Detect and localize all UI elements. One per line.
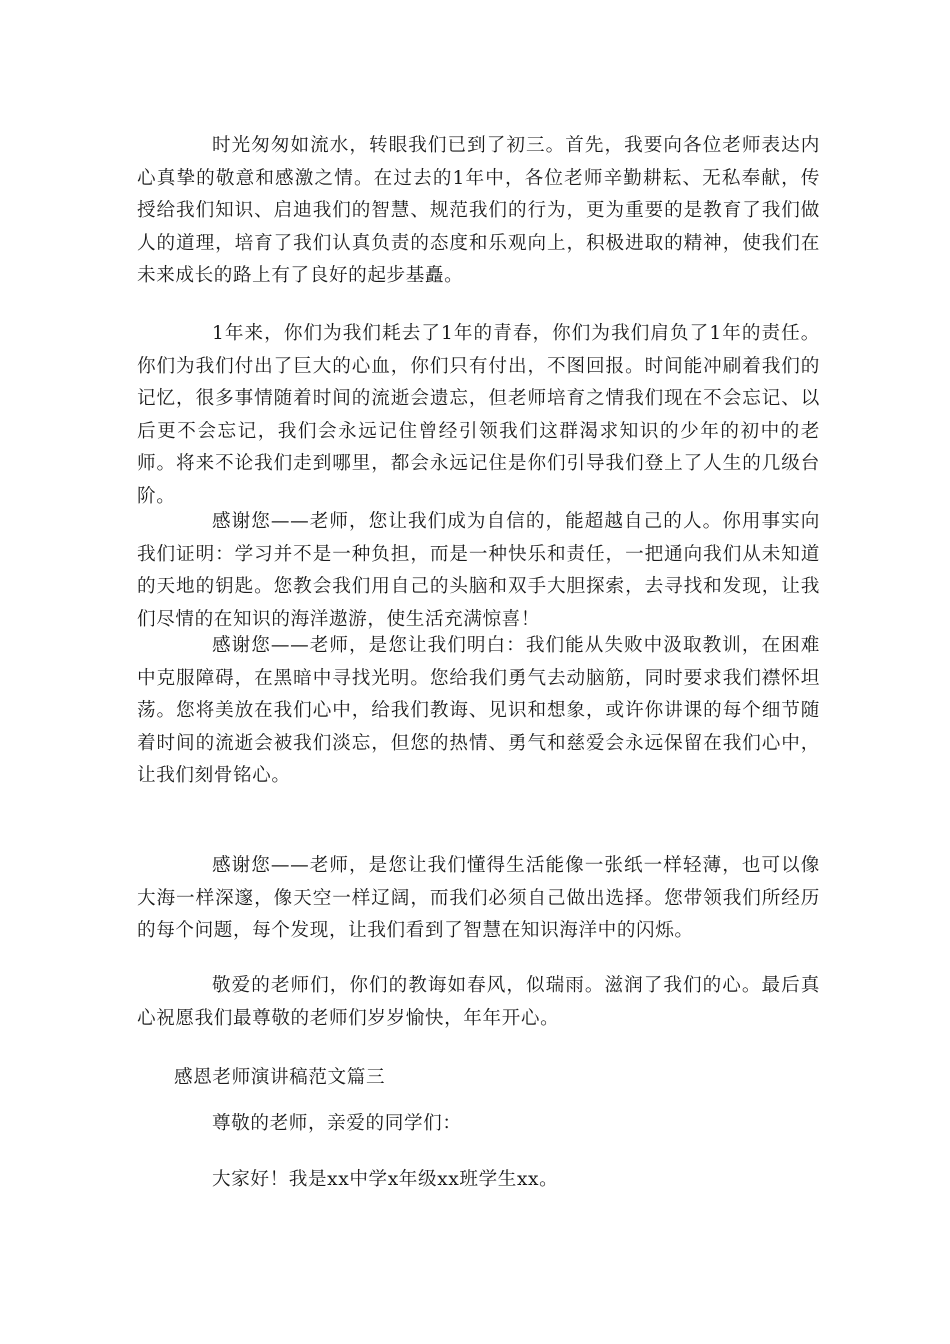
paragraph-3: 感谢您——老师，您让我们成为自信的，能超越自己的人。你用事实向我们证明：学习并不是一种负担，而是一种快乐和责任，一把通向我们从未知道的天地的钥匙。您教会我们用自己的头脑和双手大胆探索，去寻找和发现，让我们尽情的在知识的海洋遨游，使生活充满惊喜！	[137, 511, 820, 630]
paragraph-5: 感谢您——老师，是您让我们懂得生活能像一张纸一样轻薄，也可以像大海一样深邃，像天空一样辽阔，而我们必须自己做出选择。您带领我们所经历的每个问题，每个发现，让我们看到了智慧在知识海洋中的闪烁。	[137, 855, 820, 941]
greeting: 大家好！我是xx中学x年级xx班学生xx。	[212, 1169, 559, 1190]
paragraph-1: 时光匆匆如流水，转眼我们已到了初三。首先，我要向各位老师表达内心真挚的敬意和感激之情。在过去的1年中，各位老师辛勤耕耘、无私奉献，传授给我们知识、启迪我们的智慧、规范我们的行为，更为重要的是教育了我们做人的道理，培育了我们认真负责的态度和乐观向上，积极进取的精神，使我们在未来成长的路上有了良好的起步基矗。	[137, 135, 820, 286]
paragraph-2: 1年来，你们为我们耗去了1年的青春，你们为我们肩负了1年的责任。你们为我们付出了巨大的心血，你们只有付出，不图回报。时间能冲刷着我们的记忆，很多事情随着时间的流逝会遗忘，但老师培育之情我们现在不会忘记、以后更不会忘记，我们会永远记住曾经引领我们这群渴求知识的少年的初中的老师。将来不论我们走到哪里，都会永远记住是你们引导我们登上了人生的几级台阶。	[137, 323, 820, 507]
section-heading: 感恩老师演讲稿范文篇三	[174, 1067, 386, 1088]
paragraph-4: 感谢您——老师，是您让我们明白：我们能从失败中汲取教训，在困难中克服障碍，在黑暗中寻找光明。您给我们勇气去动脑筋，同时要求我们襟怀坦荡。您将美放在我们心中，给我们教诲、见识和想象，或许你讲课的每个细节随着时间的流逝会被我们淡忘，但您的热情、勇气和慈爱会永远保留在我们心中，让我们刻骨铭心。	[137, 635, 820, 786]
salutation: 尊敬的老师，亲爱的同学们：	[212, 1113, 462, 1134]
paragraph-6: 敬爱的老师们，你们的教诲如春风，似瑞雨。滋润了我们的心。最后真心祝愿我们最尊敬的老师们岁岁愉快，年年开心。	[137, 975, 820, 1029]
